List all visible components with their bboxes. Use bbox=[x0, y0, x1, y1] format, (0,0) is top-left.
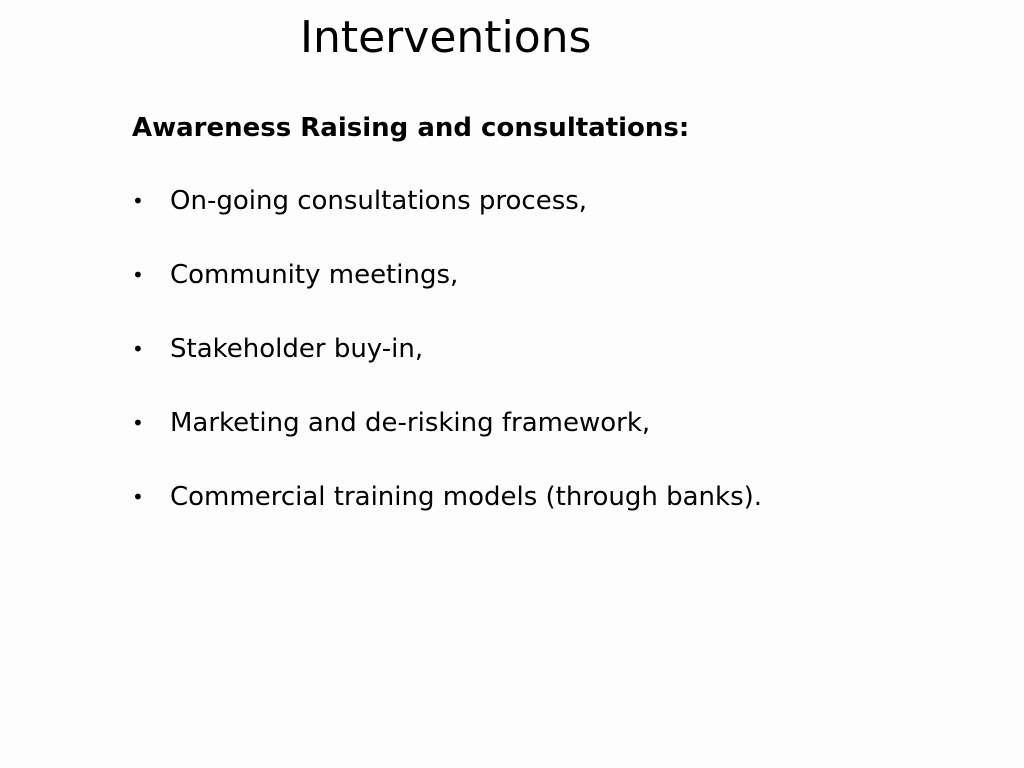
bullet-text: On-going consultations process, bbox=[170, 186, 588, 216]
bullet-icon: • bbox=[132, 411, 144, 435]
bullet-text: Commercial training models (through banks). bbox=[170, 482, 763, 512]
bullet-text: Community meetings, bbox=[170, 260, 459, 290]
slide-title: Interventions bbox=[300, 12, 592, 63]
bullet-icon: • bbox=[132, 485, 144, 509]
bullet-icon: • bbox=[132, 263, 144, 287]
section-subheading: Awareness Raising and consultations: bbox=[132, 113, 690, 143]
bullet-icon: • bbox=[132, 337, 144, 361]
bullet-icon: • bbox=[132, 189, 144, 213]
bullet-text: Stakeholder buy-in, bbox=[170, 334, 424, 364]
bullet-text: Marketing and de-risking framework, bbox=[170, 408, 651, 438]
